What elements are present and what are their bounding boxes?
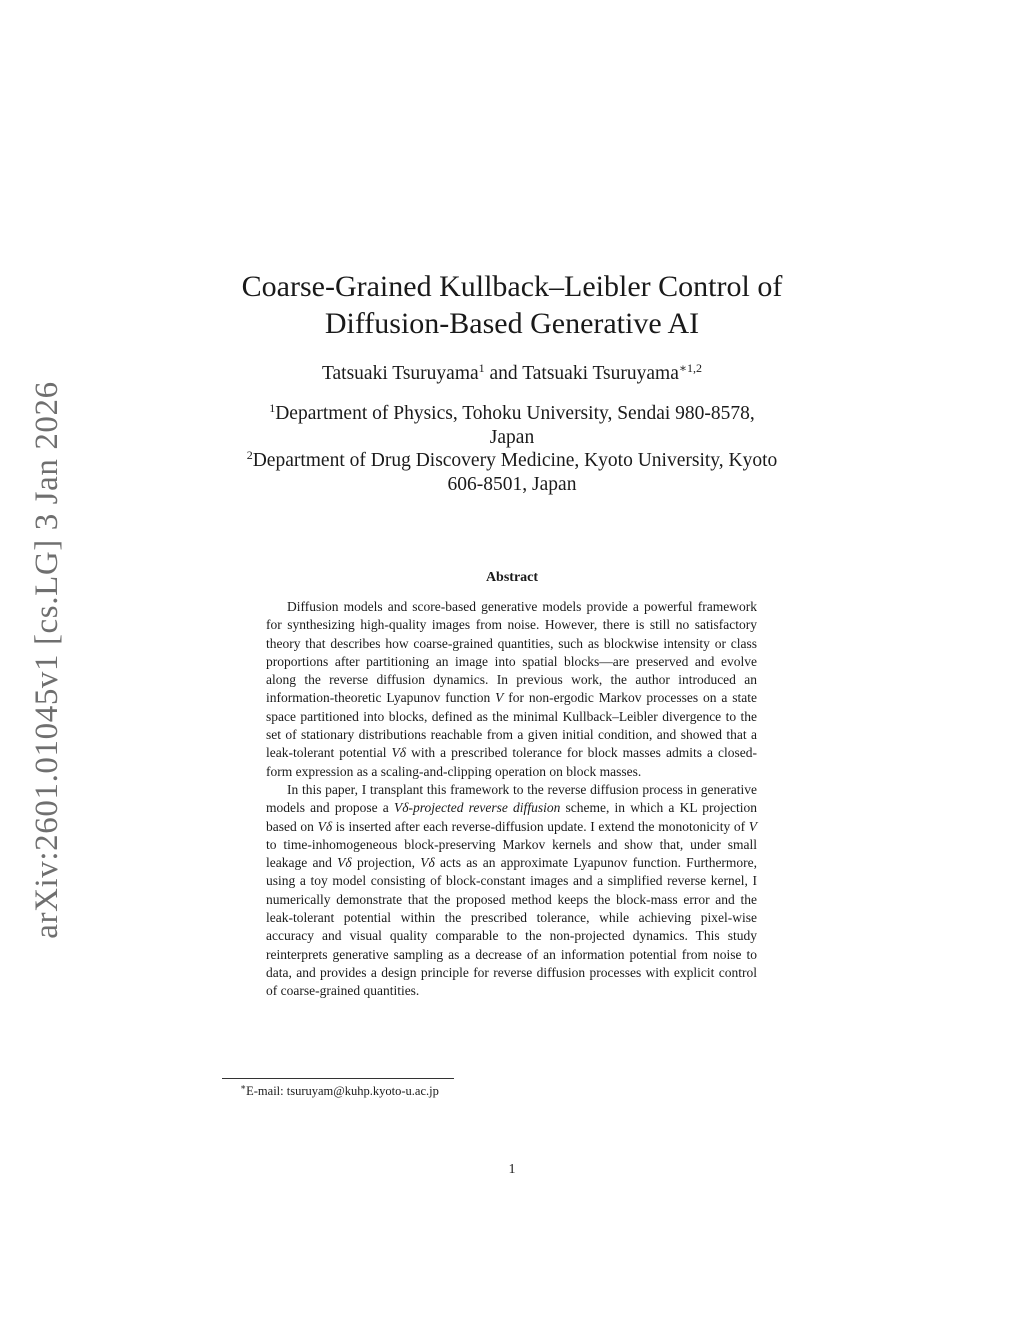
affiliation-2-text: Department of Drug Discovery Medicine, Kyoto University, Kyoto xyxy=(252,450,778,471)
abstract-p2-text-d: to time-inhomogeneous block-preserving Markov kernels and show that, under small leakage and xyxy=(266,836,757,871)
abstract-heading: Abstract xyxy=(485,570,539,585)
author-2-affil-mark: ∗1,2 xyxy=(678,361,703,375)
abstract-p2-text-c: is inserted after each reverse-diffusion update. I extend the monotonicity of xyxy=(335,818,746,834)
arxiv-stamp xyxy=(22,380,72,940)
affiliation-2-line-1 xyxy=(200,449,824,473)
abstract-body xyxy=(266,598,757,1001)
abstract-p1-text-c: with a prescribed tolerance for block masses admits a closed-form expression as a scaling-and-clipping operation on block masses. xyxy=(266,745,757,779)
affiliation-2-line-2: 606-8501, Japan xyxy=(447,473,577,495)
page-number: 1 xyxy=(508,1162,516,1177)
abstract-paragraph-2 xyxy=(266,781,757,1001)
footnote-mark: ∗ xyxy=(240,1082,247,1092)
author-list xyxy=(200,362,824,386)
affiliation-1-line-1 xyxy=(200,402,824,426)
abstract-p2-text-a: In this paper, I transplant this framework to the reverse diffusion process in generative models and propose a xyxy=(266,781,757,816)
title-line-2: Diffusion-Based Generative AI xyxy=(324,307,700,340)
arxiv-stamp-text: arXiv:2601.01045v1 [cs.LG] 3 Jan 2026 xyxy=(29,381,65,939)
math-V-delta: Vδ xyxy=(337,855,352,871)
abstract-p2-text-f: acts as an approximate Lyapunov function. Furthermore, using a toy model consisting of block-constant images and a simplified reverse kernel, I numerically demonstrate that the proposed method keeps the block-mass error and the leak-tolerant potential within the prescribed tolerance, while achieving pixel-wise accuracy and visual quality comparable to the non-projected dynamics. This study reinterprets generative sampling as a decrease of an information potential from noise to data, and provides a design principle for reverse diffusion processes with explicit control of coarse-grained quantities. xyxy=(266,855,758,999)
math-V-delta: Vδ xyxy=(317,818,333,834)
abstract-p1-text-a: Diffusion models and score-based generative models provide a powerful framework for synthesizing high-quality images from noise. However, there is still no satisfactory theory that describes how coarse-grained quantities, such as blockwise intensity or class proportions after partitioning an image into spatial blocks—are preserved and evolve along the reverse diffusion dynamics. In previous work, the author introduced an information-theoretic Lyapunov function xyxy=(266,599,757,706)
paper-title xyxy=(200,268,824,342)
abstract-p1-text-b: for non-ergodic Markov processes on a state space partitioned into blocks, defined as the minimal Kullback–Leibler divergence to the set of stationary distributions reachable from a given initial condition, and showed that a leak-tolerant potential xyxy=(266,690,757,761)
affiliation-1-line-2: Japan xyxy=(489,426,535,448)
math-V-delta: Vδ xyxy=(420,855,435,871)
math-V-delta: Vδ xyxy=(391,745,407,761)
affiliation-1-mark: 1 xyxy=(269,401,276,415)
math-V: V xyxy=(748,818,758,834)
abstract-paragraph-1 xyxy=(266,598,757,781)
author-1-affil-mark: 1 xyxy=(478,361,485,375)
author-1: Tatsuaki Tsuruyama xyxy=(321,363,479,384)
footnote xyxy=(240,1083,760,1099)
author-2: Tatsuaki Tsuruyama xyxy=(522,363,679,384)
abstract-p2-text-e: projection, xyxy=(356,855,416,871)
method-name: Vδ-projected reverse diffusion xyxy=(393,800,561,816)
affiliation-1-text: Department of Physics, Tohoku University, Sendai 980-8578, xyxy=(275,403,755,424)
footnote-rule xyxy=(222,1078,454,1079)
abstract-p2-text-b: scheme, in which a KL projection based on xyxy=(266,800,757,834)
footnote-text: E-mail: tsuruyam@kuhp.kyoto-u.ac.jp xyxy=(246,1084,439,1098)
author-connector: and xyxy=(484,363,523,384)
math-V: V xyxy=(495,690,504,706)
affiliation-2-mark: 2 xyxy=(246,448,253,462)
title-line-1: Coarse-Grained Kullback–Leibler Control of xyxy=(241,270,783,303)
affiliations xyxy=(200,402,824,496)
